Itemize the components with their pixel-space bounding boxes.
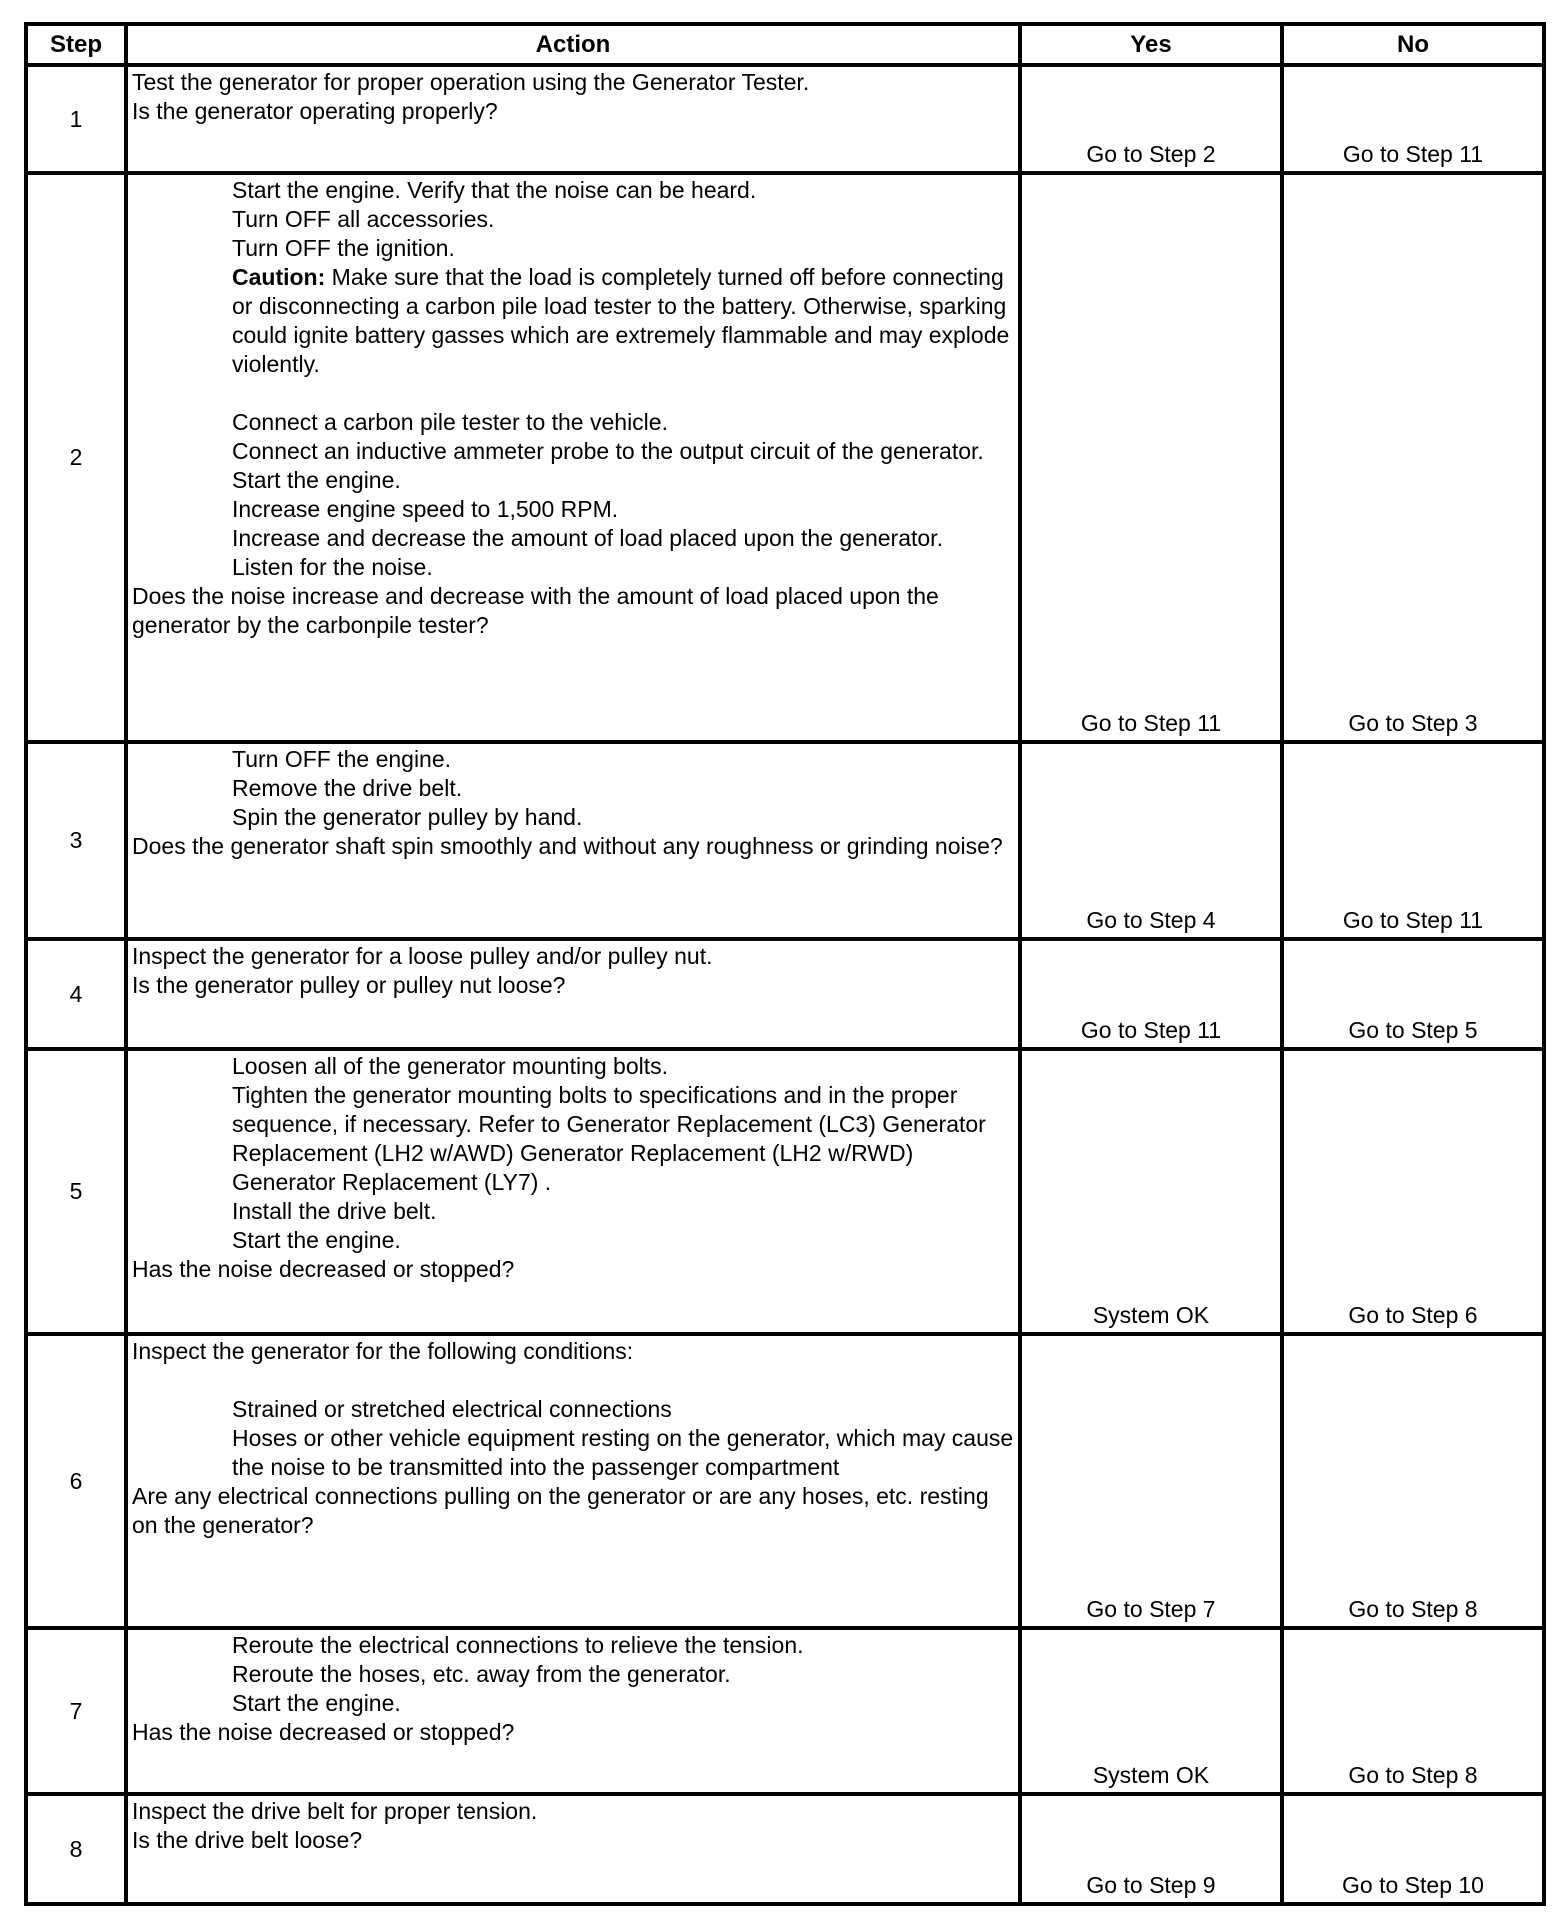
table-row: [26, 1628, 1544, 1794]
action-line: Spin the generator pulley by hand.: [232, 804, 583, 830]
no-cell: Go to Step 5: [1282, 939, 1544, 1049]
header-yes: Yes: [1020, 24, 1282, 65]
yes-cell: Go to Step 11: [1020, 173, 1282, 742]
no-cell: Go to Step 10: [1282, 1794, 1544, 1904]
action-line: Increase and decrease the amount of load placed upon the generator.: [232, 525, 943, 551]
action-line: Turn OFF the ignition.: [232, 235, 455, 261]
action-line: Increase engine speed to 1,500 RPM.: [232, 496, 619, 522]
action-line: Turn OFF all accessories.: [232, 206, 495, 232]
action-line: Listen for the noise.: [232, 554, 433, 580]
action-line: Connect an inductive ammeter probe to the output circuit of the generator.: [232, 438, 984, 464]
no-cell: Go to Step 6: [1282, 1049, 1544, 1334]
action-line: Turn OFF the engine.: [232, 746, 452, 772]
yes-cell: Go to Step 9: [1020, 1794, 1282, 1904]
no-cell: Go to Step 8: [1282, 1628, 1544, 1794]
step-number: 8: [26, 1794, 126, 1904]
table-row: [26, 65, 1544, 173]
caution-label: Caution:: [232, 264, 326, 290]
action-line: Start the engine.: [232, 1690, 401, 1716]
action-intro: Inspect the drive belt for proper tension.: [132, 1798, 538, 1824]
action-line: Hoses or other vehicle equipment resting on the generator, which may cause the noise to be transmitted into the passenger compartment: [232, 1425, 1014, 1480]
action-cell: [126, 1334, 1020, 1628]
step-number: 6: [26, 1334, 126, 1628]
table-row: [26, 1049, 1544, 1334]
header-row: [26, 24, 1544, 65]
yes-cell: Go to Step 11: [1020, 939, 1282, 1049]
action-question: Does the generator shaft spin smoothly and without any roughness or grinding noise?: [132, 833, 1003, 859]
no-cell: Go to Step 11: [1282, 65, 1544, 173]
action-question: Is the generator operating properly?: [132, 98, 498, 124]
action-question: Is the drive belt loose?: [132, 1827, 363, 1853]
table-row: [26, 173, 1544, 742]
action-intro: Inspect the generator for a loose pulley and/or pulley nut.: [132, 943, 713, 969]
action-line: Reroute the hoses, etc. away from the generator.: [232, 1661, 731, 1687]
yes-cell: Go to Step 4: [1020, 742, 1282, 939]
action-cell: [126, 1794, 1020, 1904]
diagnostic-table: [24, 22, 1546, 1906]
action-cell: [126, 1049, 1020, 1334]
table-row: [26, 1334, 1544, 1628]
action-cell: [126, 65, 1020, 173]
action-question: Has the noise decreased or stopped?: [132, 1256, 515, 1282]
caution-note: [132, 263, 1014, 379]
action-line: Strained or stretched electrical connections: [232, 1396, 672, 1422]
action-question: Is the generator pulley or pulley nut loose?: [132, 972, 566, 998]
table-row: [26, 742, 1544, 939]
table-row: [26, 1794, 1544, 1904]
action-line: Loosen all of the generator mounting bolts.: [232, 1053, 669, 1079]
action-question: Does the noise increase and decrease with the amount of load placed upon the generator by the carbonpile tester?: [132, 583, 939, 638]
action-line: Remove the drive belt.: [232, 775, 463, 801]
action-line: Connect a carbon pile tester to the vehicle.: [232, 409, 668, 435]
header-action: Action: [126, 24, 1020, 65]
action-cell: [126, 1628, 1020, 1794]
action-line: Tighten the generator mounting bolts to specifications and in the proper sequence, if necessary. Refer to Generator Replacement (LC3) Generator Replacement (LH2 w/AWD) Generator Replacement (LH2 w/RWD) Generator Replacement (LY7) .: [232, 1082, 986, 1195]
action-intro: Inspect the generator for the following conditions:: [132, 1338, 634, 1364]
action-question: Are any electrical connections pulling on the generator or are any hoses, etc. resting on the generator?: [132, 1483, 989, 1538]
action-line: Install the drive belt.: [232, 1198, 437, 1224]
header-step: Step: [26, 24, 126, 65]
step-number: 5: [26, 1049, 126, 1334]
action-line: Start the engine.: [232, 1227, 401, 1253]
header-no: No: [1282, 24, 1544, 65]
yes-cell: System OK: [1020, 1049, 1282, 1334]
no-cell: Go to Step 8: [1282, 1334, 1544, 1628]
action-cell: [126, 173, 1020, 742]
no-cell: Go to Step 3: [1282, 173, 1544, 742]
action-cell: [126, 742, 1020, 939]
step-number: 7: [26, 1628, 126, 1794]
action-cell: [126, 939, 1020, 1049]
step-number: 3: [26, 742, 126, 939]
action-line: Start the engine.: [232, 467, 401, 493]
no-cell: Go to Step 11: [1282, 742, 1544, 939]
caution-text: Make sure that the load is completely turned off before connecting or disconnecting a carbon pile load tester to the battery. Otherwise, sparking could ignite battery gasses which are extremely flammable and may explode violently.: [232, 264, 1010, 377]
step-number: 1: [26, 65, 126, 173]
yes-cell: Go to Step 2: [1020, 65, 1282, 173]
action-question: Has the noise decreased or stopped?: [132, 1719, 515, 1745]
yes-cell: Go to Step 7: [1020, 1334, 1282, 1628]
step-number: 2: [26, 173, 126, 742]
step-number: 4: [26, 939, 126, 1049]
action-intro: Test the generator for proper operation using the Generator Tester.: [132, 69, 810, 95]
action-line: Start the engine. Verify that the noise can be heard.: [232, 177, 757, 203]
table-row: [26, 939, 1544, 1049]
action-line: Reroute the electrical connections to relieve the tension.: [232, 1632, 804, 1658]
yes-cell: System OK: [1020, 1628, 1282, 1794]
